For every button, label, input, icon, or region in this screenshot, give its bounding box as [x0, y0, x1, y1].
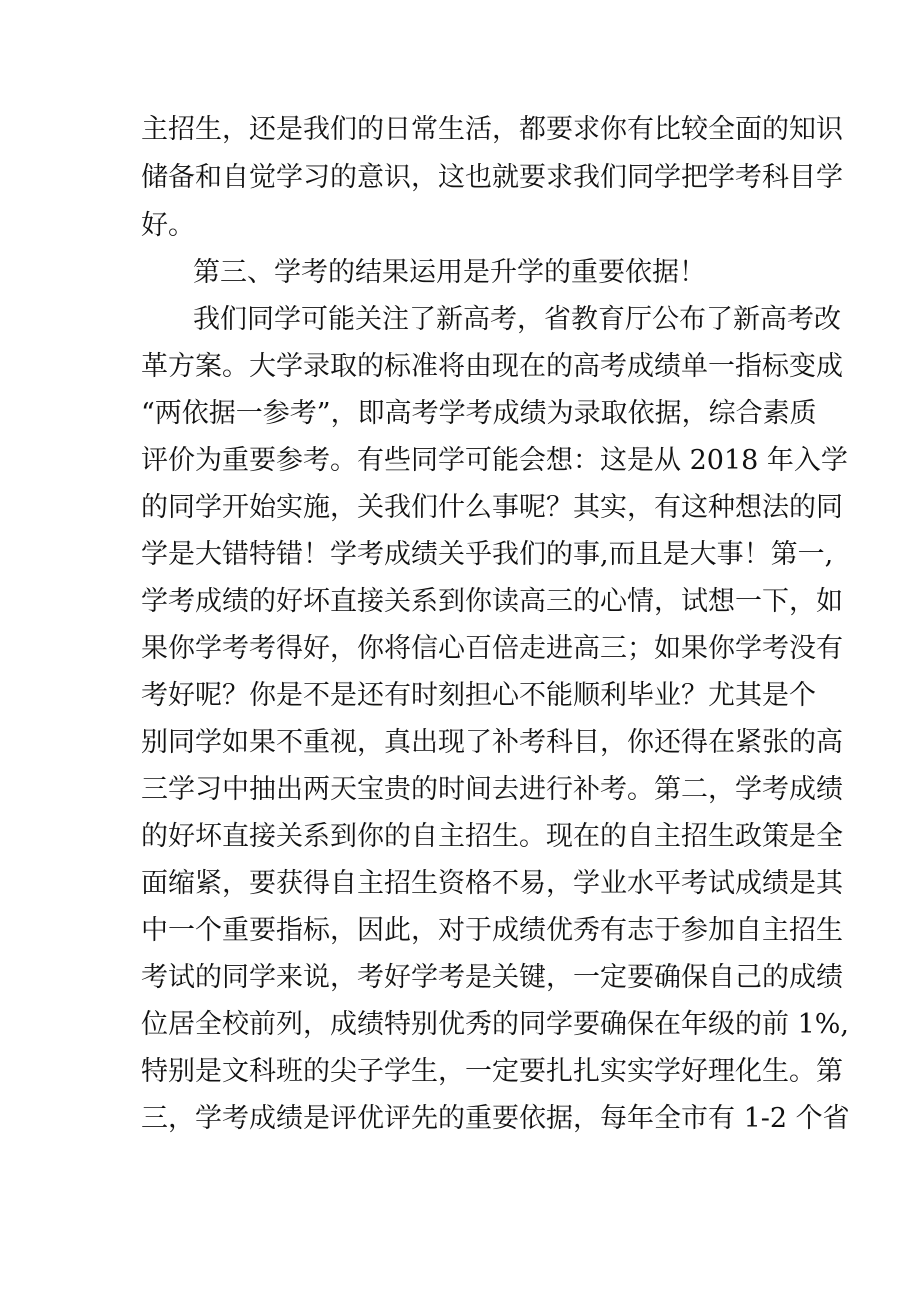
text-line-11: 学考成绩的好坏直接关系到你读高三的心情，试想一下，如: [141, 586, 843, 617]
text-line-14: 别同学如果不重视，真出现了补考科目，你还得在紧张的高: [141, 727, 843, 758]
text-line-13: 考好呢？你是不是还有时刻担心不能顺利毕业？尤其是个: [141, 680, 816, 711]
text-line-8: 评价为重要参考。有些同学可能会想：这是从 2018 年入学: [141, 445, 848, 476]
text-line-21: 特别是文科班的尖子学生，一定要扎扎实实学好理化生。第: [141, 1056, 843, 1087]
text-line-5: 我们同学可能关注了新高考，省教育厅公布了新高考改: [193, 304, 841, 335]
text-line-1: 主招生，还是我们的日常生活，都要求你有比较全面的知识: [141, 114, 843, 145]
text-line-17: 面缩紧，要获得自主招生资格不易，学业水平考试成绩是其: [141, 868, 843, 899]
text-line-22: 三，学考成绩是评优评先的重要依据，每年全市有 1-2 个省: [141, 1103, 850, 1134]
text-line-19: 考试的同学来说，考好学考是关键，一定要确保自己的成绩: [141, 962, 843, 993]
text-line-9: 的同学开始实施，关我们什么事呢？其实，有这种想法的同: [141, 492, 843, 523]
text-line-2: 储备和自觉学习的意识，这也就要求我们同学把学考科目学: [141, 162, 843, 193]
text-line-6: 革方案。大学录取的标准将由现在的高考成绩单一指标变成: [141, 351, 843, 382]
text-line-7: “两依据一参考”，即高考学考成绩为录取依据，综合素质: [141, 398, 817, 429]
text-line-20: 位居全校前列，成绩特别优秀的同学要确保在年级的前 1%,: [141, 1009, 849, 1040]
text-line-16: 的好坏直接关系到你的自主招生。现在的自主招生政策是全: [141, 821, 843, 852]
text-line-18: 中一个重要指标，因此，对于成绩优秀有志于参加自主招生: [141, 915, 843, 946]
text-line-3: 好。: [141, 210, 195, 241]
text-line-12: 果你学考考得好，你将信心百倍走进高三；如果你学考没有: [141, 633, 843, 664]
text-line-15: 三学习中抽出两天宝贵的时间去进行补考。第二，学考成绩: [141, 774, 843, 805]
section-heading: 第三、学考的结果运用是升学的重要依据！: [193, 257, 706, 288]
text-line-10: 学是大错特错！学考成绩关乎我们的事,而且是大事！第一,: [141, 539, 834, 570]
